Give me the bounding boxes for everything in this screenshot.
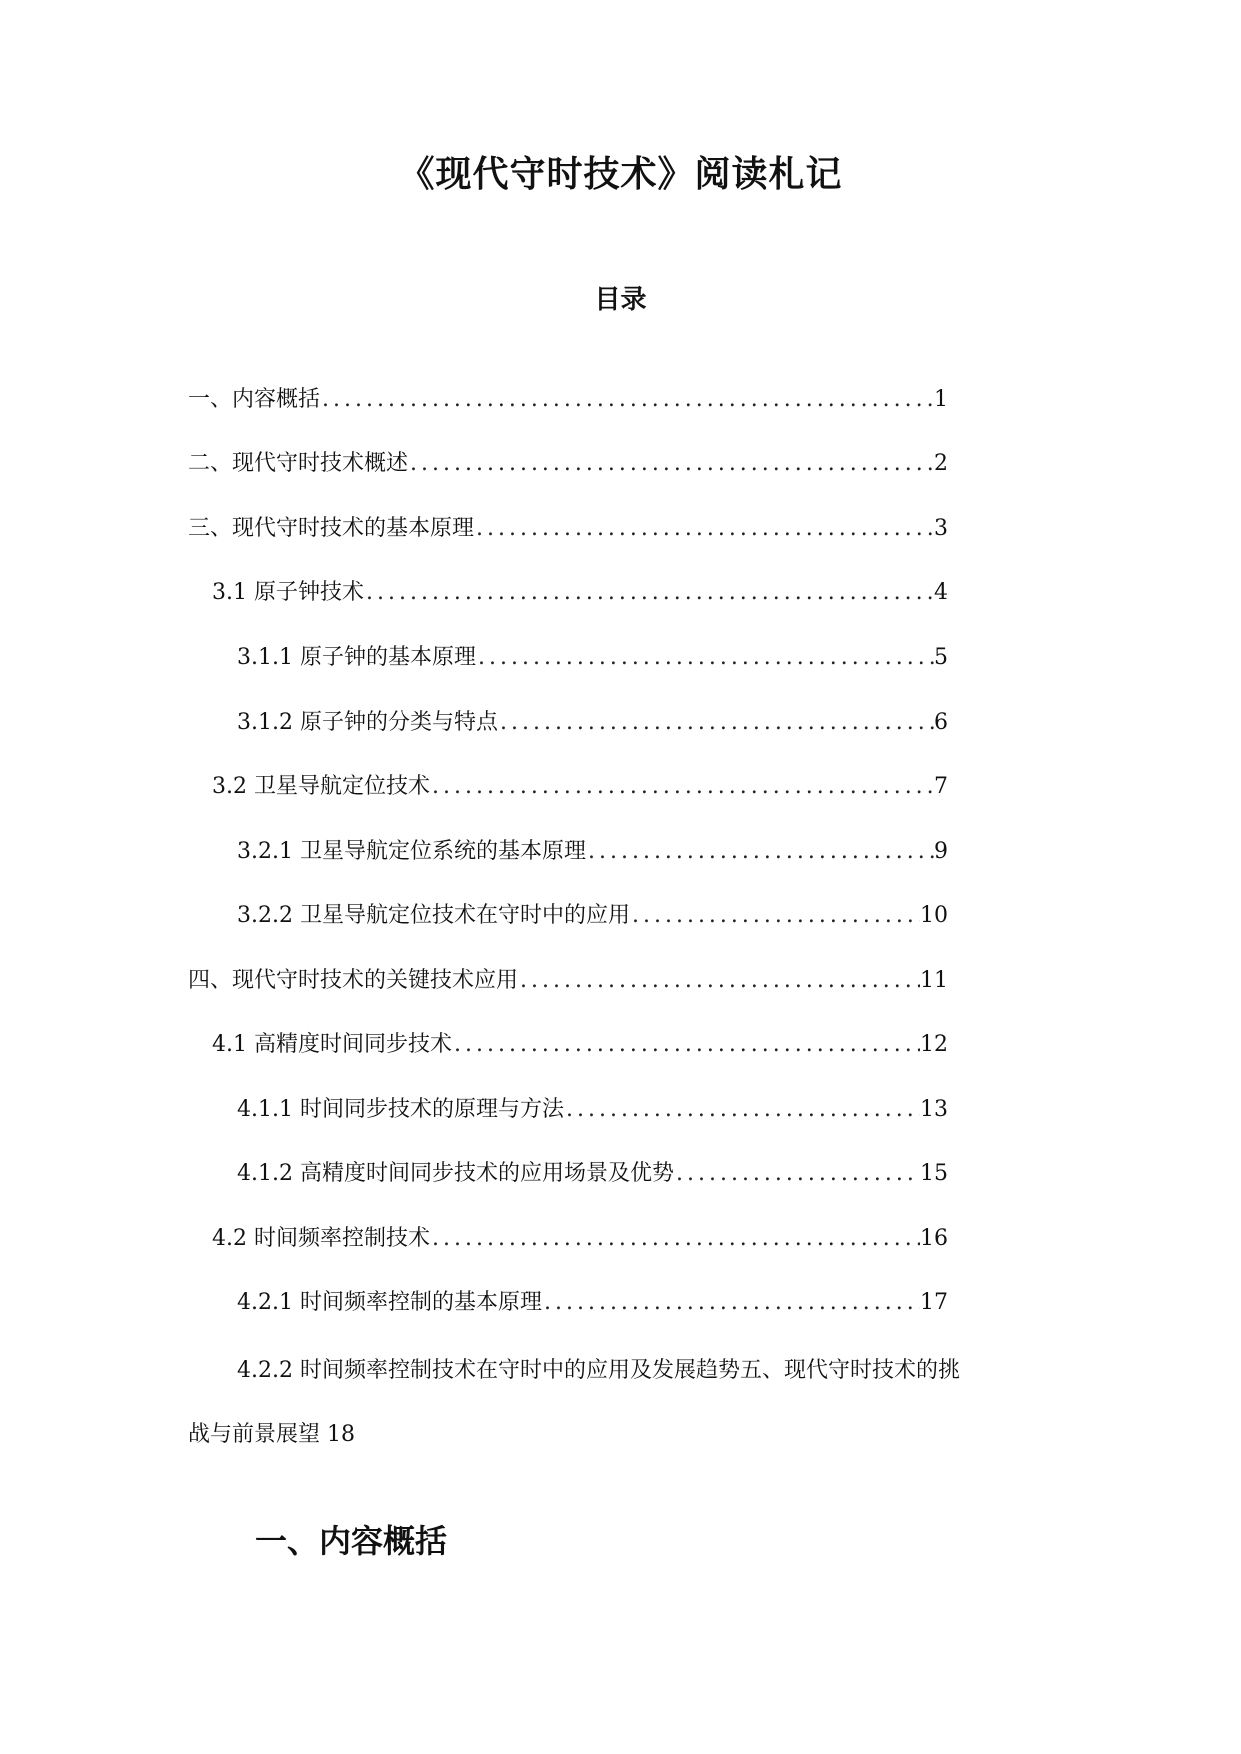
toc-page-number: 7	[934, 774, 948, 799]
toc-page-number: 6	[934, 710, 948, 735]
toc-entry-label: 3.1.1 原子钟的基本原理	[237, 645, 476, 670]
toc-entry[interactable]	[188, 512, 948, 546]
toc-dot-leader	[564, 1093, 920, 1127]
toc-entry[interactable]	[188, 964, 948, 998]
toc-dot-leader	[408, 447, 934, 481]
toc-heading: 目录	[594, 285, 647, 315]
toc-dot-leader	[430, 770, 934, 804]
toc-entry[interactable]	[237, 835, 948, 869]
toc-page-number: 15	[920, 1161, 948, 1186]
toc-entry[interactable]	[188, 383, 948, 417]
toc-entry-label: 4.1.2 高精度时间同步技术的应用场景及优势	[237, 1161, 674, 1186]
toc-dot-leader	[474, 512, 934, 546]
toc-dot-leader	[430, 1222, 920, 1256]
toc-page-number: 16	[920, 1226, 948, 1251]
toc-dot-leader	[452, 1028, 920, 1062]
toc-entry-label: 一、内容概括	[188, 387, 321, 412]
toc-entry[interactable]	[237, 706, 948, 740]
toc-entry-label: 4.1 高精度时间同步技术	[212, 1032, 452, 1057]
toc-entry[interactable]	[237, 641, 948, 675]
toc-page-number: 13	[920, 1097, 948, 1122]
toc-entry-label: 3.2.2 卫星导航定位技术在守时中的应用	[237, 903, 630, 928]
toc-entry-label: 3.2.1 卫星导航定位系统的基本原理	[237, 839, 586, 864]
toc-entry[interactable]	[188, 447, 948, 481]
toc-entry-label-line2: 战与前景展望 18	[188, 1422, 355, 1447]
toc-entry-wrapped[interactable]	[188, 1354, 1058, 1452]
toc-entry[interactable]	[212, 770, 948, 804]
toc-entry-label: 3.1.2 原子钟的分类与特点	[237, 710, 498, 735]
toc-entry-label: 3.2 卫星导航定位技术	[212, 774, 430, 799]
toc-dot-leader	[498, 706, 934, 740]
toc-entry[interactable]	[212, 1028, 948, 1062]
toc-page-number: 5	[934, 645, 948, 670]
toc-page-number: 10	[920, 903, 948, 928]
document-title: 《现代守时技术》阅读札记	[398, 154, 843, 195]
toc-page-number: 1	[934, 387, 948, 412]
toc-entry[interactable]	[212, 1222, 948, 1256]
toc-page-number: 3	[934, 516, 948, 541]
toc-dot-leader	[364, 576, 934, 610]
toc-page-number: 2	[934, 451, 948, 476]
toc-dot-leader	[518, 964, 920, 998]
toc-entry[interactable]	[237, 1093, 948, 1127]
toc-page-number: 17	[920, 1290, 948, 1315]
toc-entry-label: 4.1.1 时间同步技术的原理与方法	[237, 1097, 564, 1122]
toc-dot-leader	[674, 1157, 920, 1191]
section-heading: 一、内容概括	[255, 1522, 448, 1560]
toc-dot-leader	[586, 835, 934, 869]
toc-entry-label: 4.2 时间频率控制技术	[212, 1226, 430, 1251]
toc-entry-label: 三、现代守时技术的基本原理	[188, 516, 475, 541]
toc-dot-leader	[542, 1286, 920, 1320]
toc-page-number: 4	[934, 580, 948, 605]
toc-page-number: 9	[934, 839, 948, 864]
toc-entry[interactable]	[237, 899, 948, 933]
toc-entry-label: 二、现代守时技术概述	[188, 451, 409, 476]
toc-entry[interactable]	[237, 1286, 948, 1320]
toc-entry-label: 3.1 原子钟技术	[212, 580, 364, 605]
toc-dot-leader	[630, 899, 920, 933]
toc-page-number: 11	[920, 968, 948, 993]
toc-entry-label-line1: 4.2.2 时间频率控制技术在守时中的应用及发展趋势五、现代守时技术的挑	[237, 1358, 960, 1383]
toc-dot-leader	[476, 641, 934, 675]
toc-entry[interactable]	[212, 576, 948, 610]
toc-page-number: 12	[920, 1032, 948, 1057]
toc-entry[interactable]	[237, 1157, 948, 1191]
toc-entry-label: 4.2.1 时间频率控制的基本原理	[237, 1290, 542, 1315]
toc-dot-leader	[320, 383, 934, 417]
toc-entry-label: 四、现代守时技术的关键技术应用	[188, 968, 519, 993]
